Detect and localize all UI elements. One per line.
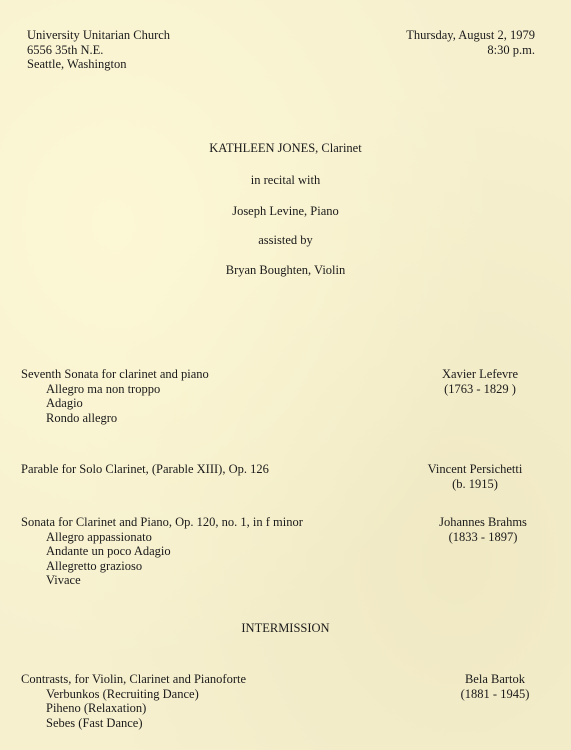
performer-line-3: Joseph Levine, Piano xyxy=(232,204,339,218)
piece-title: Parable for Solo Clarinet, (Parable XIII), Op. 126 xyxy=(21,462,269,476)
movement: Verbunkos (Recruiting Dance) xyxy=(46,686,199,701)
composer-dates: (1763 - 1829 ) xyxy=(444,381,516,396)
performer-line-4: assisted by xyxy=(258,233,313,247)
venue-block xyxy=(27,28,170,72)
performer-line-1: KATHLEEN JONES, Clarinet xyxy=(209,141,362,155)
movement: Allegro ma non troppo xyxy=(46,381,161,396)
venue-address: 6556 35th N.E. xyxy=(27,42,104,57)
event-datetime xyxy=(406,28,535,57)
movement: Vivace xyxy=(46,573,81,588)
composer-block xyxy=(448,672,542,701)
performer-line-2: in recital with xyxy=(250,173,321,187)
composer-dates: (b. 1915) xyxy=(452,476,498,491)
movement: Rondo allegro xyxy=(46,410,118,425)
program-item xyxy=(21,462,269,477)
composer-block xyxy=(428,515,538,544)
piece-title: Sonata for Clarinet and Piano, Op. 120, no. 1, in f minor xyxy=(21,515,303,529)
intermission-heading: INTERMISSION xyxy=(241,621,330,635)
piece-title: Seventh Sonata for clarinet and piano xyxy=(21,367,209,381)
movement: Allegro appassionato xyxy=(46,529,152,544)
program-item xyxy=(21,515,303,588)
movement: Allegretto grazioso xyxy=(46,558,143,573)
composer-name: Xavier Lefevre xyxy=(442,367,518,381)
venue-city: Seattle, Washington xyxy=(27,57,127,72)
movement: Adagio xyxy=(46,396,83,411)
composer-dates: (1833 - 1897) xyxy=(448,529,518,544)
composer-name: Bela Bartok xyxy=(464,672,526,686)
piece-title: Contrasts, for Violin, Clarinet and Pianoforte xyxy=(21,672,247,686)
performer-line-5: Bryan Boughten, Violin xyxy=(225,263,346,277)
movement: Sebes (Fast Dance) xyxy=(46,715,143,730)
movement: Piheno (Relaxation) xyxy=(46,701,147,716)
composer-block xyxy=(416,462,534,491)
composer-name: Vincent Persichetti xyxy=(427,462,523,476)
composer-block xyxy=(442,367,518,396)
composer-dates: (1881 - 1945) xyxy=(460,686,530,701)
event-time: 8:30 p.m. xyxy=(487,42,535,57)
program-item xyxy=(21,367,209,425)
movement: Andante un poco Adagio xyxy=(46,544,171,559)
venue-name: University Unitarian Church xyxy=(27,28,171,42)
composer-name: Johannes Brahms xyxy=(439,515,527,529)
program-item xyxy=(21,672,246,730)
event-date: Thursday, August 2, 1979 xyxy=(406,28,535,42)
